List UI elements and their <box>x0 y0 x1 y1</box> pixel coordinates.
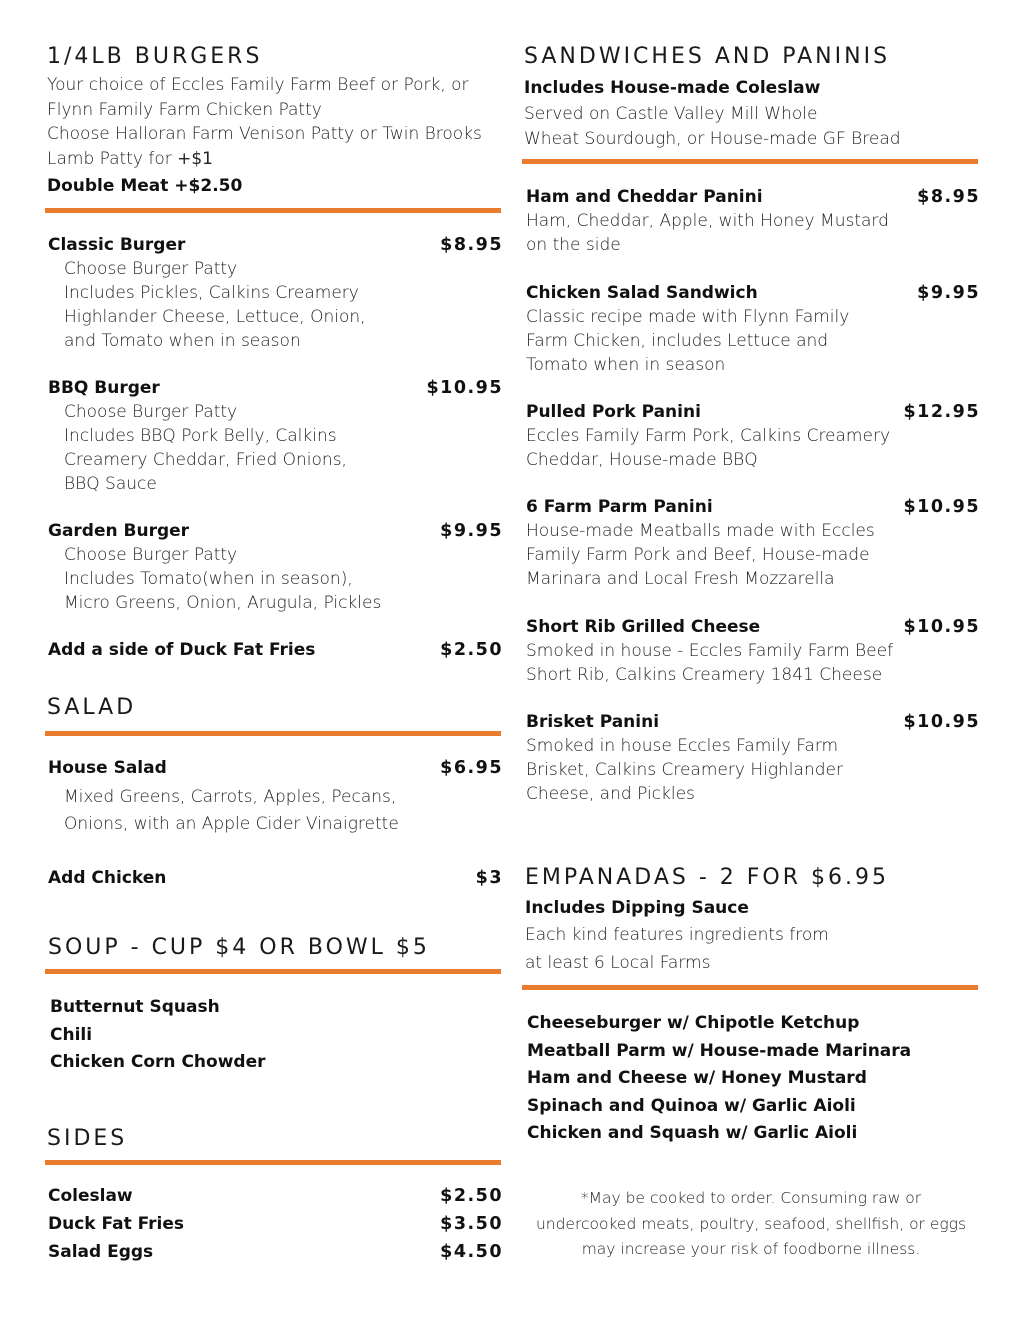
food-safety-disclaimer <box>531 1186 971 1263</box>
menu-item-description <box>64 400 347 496</box>
description-line: Includes Tomato(when in season), <box>64 569 353 589</box>
description-line: Ham, Cheddar, Apple, with Honey Mustard <box>526 211 889 231</box>
burgers-heading: 1/4LB BURGERS <box>47 44 263 69</box>
description-line: Choose Burger Patty <box>64 545 238 565</box>
menu-item-description <box>64 257 366 353</box>
description-line: Onions, with an Apple Cider Vinaigrette <box>64 814 399 834</box>
menu-item-price: $10.95 <box>426 378 503 398</box>
burgers-divider <box>45 208 501 213</box>
menu-item-name: House Salad <box>48 758 167 778</box>
sides-heading: SIDES <box>47 1126 128 1151</box>
description-line: Farm Chicken, includes Lettuce and <box>526 331 829 351</box>
burgers-intro-line: Choose Halloran Farm Venison Patty or Twin Brooks <box>47 124 482 144</box>
description-line: Micro Greens, Onion, Arugula, Pickles <box>64 593 382 613</box>
empanadas-list <box>527 1010 911 1148</box>
description-line: Eccles Family Farm Pork, Calkins Creamery <box>526 426 891 446</box>
menu-item-name: Pulled Pork Panini <box>526 402 701 422</box>
soup-heading: SOUP - CUP $4 OR BOWL $5 <box>48 935 430 960</box>
burgers-intro-line: Your choice of Eccles Family Farm Beef or Pork, or <box>47 75 469 95</box>
burgers-intro-lamb-price: +$1 <box>177 148 214 169</box>
description-line: Includes Pickles, Calkins Creamery <box>64 283 359 303</box>
soup-item: Chili <box>50 1024 93 1045</box>
addon-name: Add a side of Duck Fat Fries <box>48 640 316 660</box>
salad-heading: SALAD <box>47 695 137 720</box>
empanadas-heading: EMPANADAS - 2 FOR $6.95 <box>525 865 890 890</box>
menu-item-name: Classic Burger <box>48 235 186 255</box>
salad-divider <box>45 731 501 736</box>
side-price: $2.50 <box>440 1186 503 1206</box>
double-meat-note: Double Meat +$2.50 <box>47 176 243 196</box>
side-name: Salad Eggs <box>48 1242 154 1262</box>
menu-item-price: $8.95 <box>440 235 503 255</box>
burgers-intro-lamb-line <box>47 147 482 172</box>
soup-divider <box>45 969 501 974</box>
description-line: Smoked in house - Eccles Family Farm Beef <box>526 641 894 661</box>
addon-price: $2.50 <box>440 640 503 660</box>
menu-item-name: BBQ Burger <box>48 378 160 398</box>
side-name: Coleslaw <box>48 1186 133 1206</box>
empanada-item: Cheeseburger w/ Chipotle Ketchup <box>527 1013 860 1033</box>
description-line: Family Farm Pork and Beef, House-made <box>526 545 870 565</box>
description-line: House-made Meatballs made with Eccles <box>526 521 875 541</box>
description-line: Tomato when in season <box>526 355 726 375</box>
soup-list <box>50 994 266 1077</box>
menu-item-name: Garden Burger <box>48 521 190 541</box>
empanada-item: Spinach and Quinoa w/ Garlic Aioli <box>527 1095 856 1116</box>
description-line: Mixed Greens, Carrots, Apples, Pecans, <box>64 787 397 807</box>
description-line: Includes BBQ Pork Belly, Calkins <box>64 426 337 446</box>
description-line: Smoked in house Eccles Family Farm <box>526 736 839 756</box>
empanadas-intro-line: at least 6 Local Farms <box>525 952 711 973</box>
addon-price: $3 <box>475 868 503 888</box>
menu-item-description <box>526 519 875 591</box>
burgers-intro-line: Flynn Family Farm Chicken Patty <box>47 99 322 120</box>
empanada-item: Meatball Parm w/ House-made Marinara <box>527 1040 912 1061</box>
menu-item-price: $12.95 <box>903 402 980 422</box>
description-line: on the side <box>526 235 621 255</box>
menu-item-price: $10.95 <box>903 712 980 732</box>
menu-item-name: Brisket Panini <box>526 712 660 732</box>
sandwiches-intro <box>524 102 901 151</box>
menu-item-name: 6 Farm Parm Panini <box>526 497 713 517</box>
sandwiches-intro-line: Served on Castle Valley Mill Whole <box>524 104 818 124</box>
menu-item-description <box>526 209 889 257</box>
menu-item-name: Ham and Cheddar Panini <box>526 187 763 207</box>
description-line: Short Rib, Calkins Creamery 1841 Cheese <box>526 665 883 685</box>
menu-item-price: $8.95 <box>917 187 980 207</box>
disclaimer-line: *May be cooked to order. Consuming raw or <box>580 1189 922 1207</box>
sandwiches-intro-line: Wheat Sourdough, or House-made GF Bread <box>524 128 901 149</box>
description-line: Choose Burger Patty <box>64 402 238 422</box>
empanada-item: Ham and Cheese w/ Honey Mustard <box>527 1068 867 1088</box>
side-name: Duck Fat Fries <box>48 1214 185 1234</box>
description-line: Brisket, Calkins Creamery Highlander <box>526 760 843 780</box>
menu-item-price: $9.95 <box>917 283 980 303</box>
side-price: $3.50 <box>440 1214 503 1234</box>
menu-item-description <box>64 543 381 615</box>
description-line: Cheddar, House-made BBQ <box>526 450 758 470</box>
menu-item-name: Chicken Salad Sandwich <box>526 283 758 303</box>
menu-item-description <box>526 424 890 472</box>
disclaimer-line: undercooked meats, poultry, seafood, shellfish, or eggs <box>535 1214 967 1233</box>
menu-item-price: $10.95 <box>903 497 980 517</box>
menu-item-description <box>526 734 843 806</box>
description-line: Marinara and Local Fresh Mozzarella <box>526 569 835 589</box>
menu-item-price: $10.95 <box>903 617 980 637</box>
description-line: Cheese, and Pickles <box>526 784 695 804</box>
empanadas-intro-line: Each kind features ingredients from <box>525 925 829 945</box>
sandwiches-divider <box>522 159 978 164</box>
description-line: Classic recipe made with Flynn Family <box>526 307 850 327</box>
burgers-intro <box>47 73 482 171</box>
menu-item-description <box>526 639 893 687</box>
sandwiches-subheading: Includes House-made Coleslaw <box>524 78 821 98</box>
description-line: Choose Burger Patty <box>64 259 238 279</box>
soup-item: Butternut Squash <box>50 997 220 1017</box>
sides-divider <box>45 1160 501 1165</box>
empanadas-divider <box>522 985 978 990</box>
empanadas-subheading: Includes Dipping Sauce <box>525 898 749 918</box>
menu-item-price: $9.95 <box>440 521 503 541</box>
addon-name: Add Chicken <box>48 868 167 888</box>
description-line: Highlander Cheese, Lettuce, Onion, <box>64 307 366 327</box>
empanadas-intro <box>525 922 829 977</box>
disclaimer-line: may increase your risk of foodborne illness. <box>581 1240 921 1258</box>
sandwiches-heading: SANDWICHES AND PANINIS <box>524 44 891 69</box>
empanada-item: Chicken and Squash w/ Garlic Aioli <box>527 1123 858 1143</box>
menu-item-name: Short Rib Grilled Cheese <box>526 617 761 637</box>
menu-item-description <box>64 784 399 838</box>
burgers-intro-lamb: Lamb Patty for <box>47 148 178 169</box>
menu-item-description <box>526 305 849 377</box>
description-line: and Tomato when in season <box>64 331 301 351</box>
soup-item: Chicken Corn Chowder <box>50 1052 266 1072</box>
side-price: $4.50 <box>440 1242 503 1262</box>
description-line: BBQ Sauce <box>64 474 157 494</box>
description-line: Creamery Cheddar, Fried Onions, <box>64 450 347 470</box>
menu-item-price: $6.95 <box>440 758 503 778</box>
